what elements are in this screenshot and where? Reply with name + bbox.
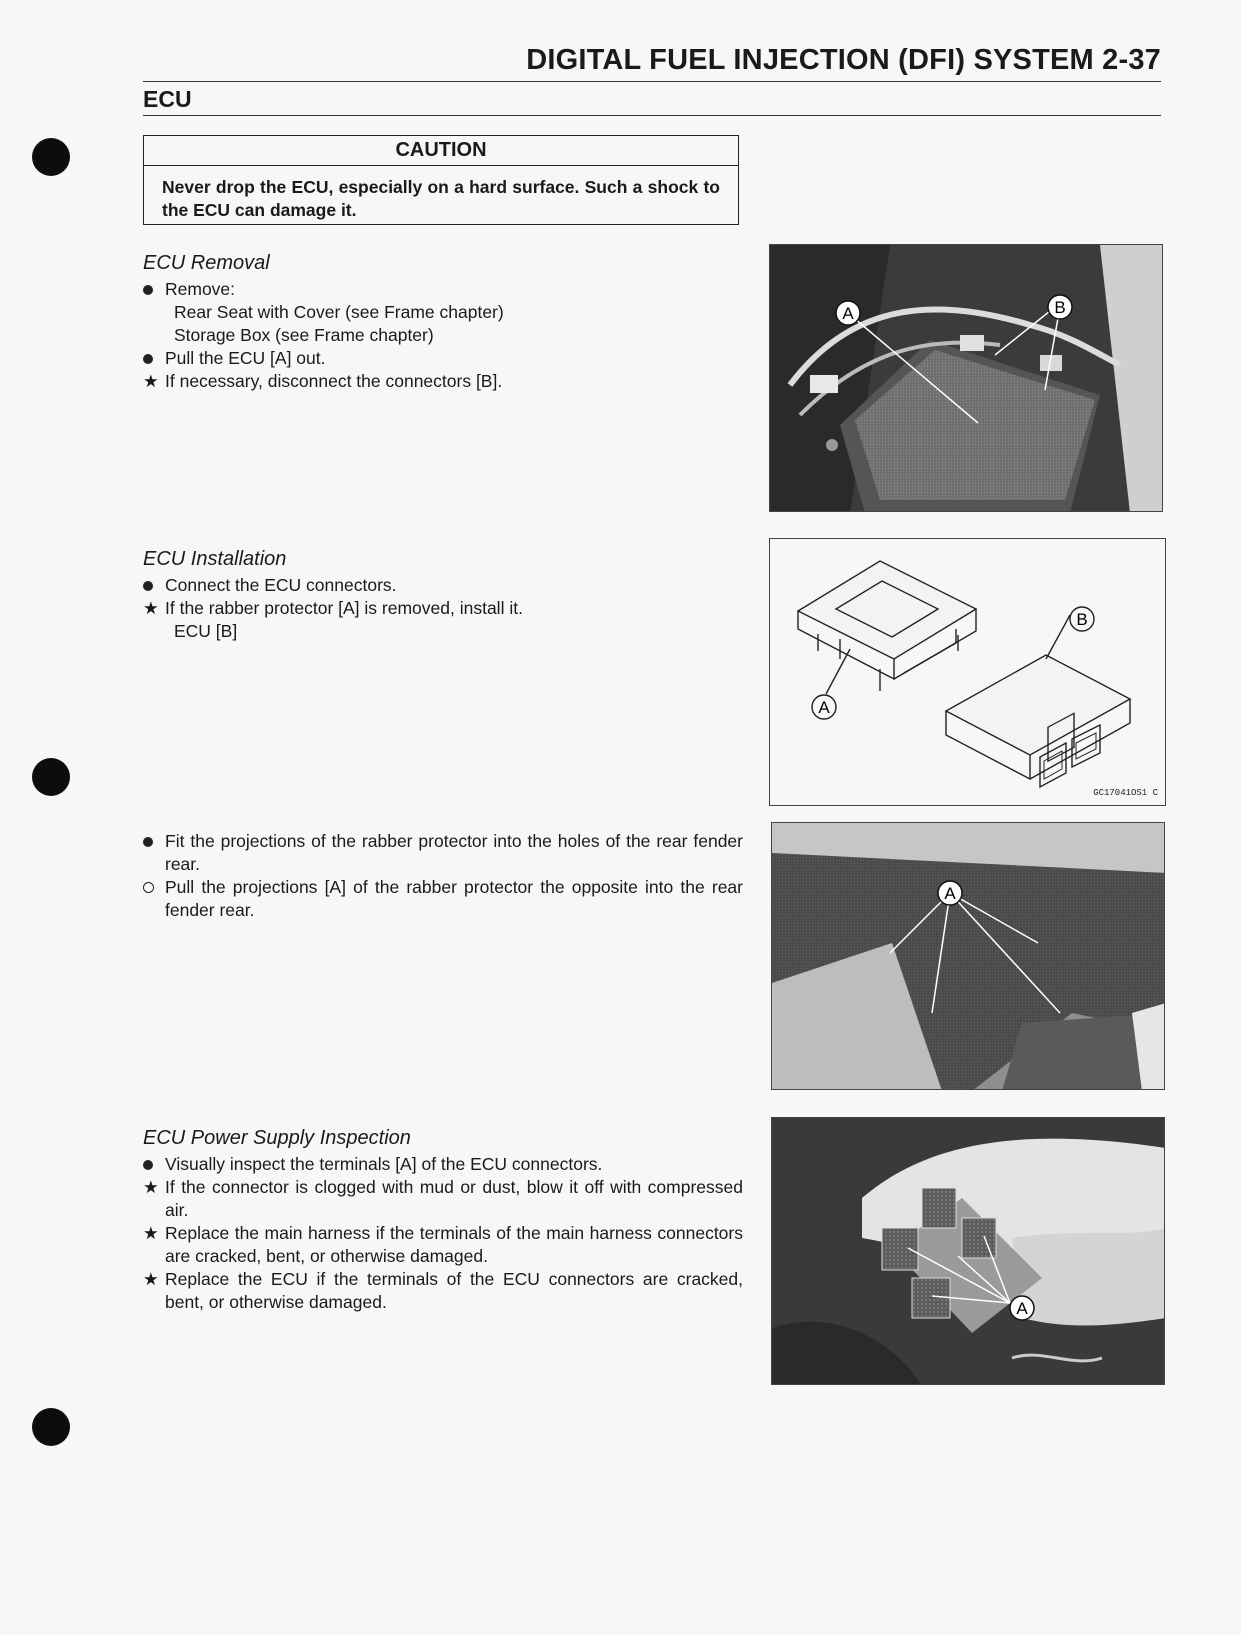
list-item: [143, 1153, 743, 1176]
list-subitem: [143, 301, 743, 324]
list-item: [143, 1222, 743, 1268]
filled-dot-icon: [143, 830, 163, 853]
power-supply-title: ECU Power Supply Inspection: [143, 1127, 411, 1149]
caution-box: [143, 135, 739, 225]
list-item-text: Rear Seat with Cover (see Frame chapter): [174, 302, 504, 322]
list-item: [143, 347, 743, 370]
protector-fitting-steps: [143, 830, 743, 922]
list-item-text: If the rabber protector [A] is removed, install it.: [165, 598, 523, 618]
list-item-text: Replace the ECU if the terminals of the ECU connectors are cracked, bent, or otherwise damaged.: [165, 1269, 743, 1312]
binder-hole-icon: [32, 758, 70, 796]
power-supply-steps: [143, 1153, 743, 1314]
list-item-text: Connect the ECU connectors.: [165, 575, 397, 595]
ecu-removal-steps: [143, 278, 743, 393]
list-item: [143, 370, 743, 393]
list-item: [143, 1268, 743, 1314]
list-item-text: Remove:: [165, 279, 236, 299]
binder-hole-icon: [32, 1408, 70, 1446]
list-item-text: Pull the projections [A] of the rabber protector the opposite into the rear fender rear.: [165, 877, 743, 920]
list-subitem: [143, 620, 743, 643]
list-item: [143, 574, 743, 597]
list-item-text: Storage Box (see Frame chapter): [174, 325, 434, 345]
section-rule: [143, 115, 1161, 116]
list-item-text: If the connector is clogged with mud or dust, blow it off with compressed air.: [165, 1177, 743, 1220]
binder-hole-icon: [32, 138, 70, 176]
ecu-connector-photo: [771, 1117, 1165, 1385]
star-icon: ★: [143, 1269, 159, 1289]
list-item: [143, 876, 743, 922]
ecu-installation-title: ECU Installation: [143, 548, 287, 570]
ecu-removal-title: ECU Removal: [143, 252, 270, 274]
callout-label: B: [1076, 610, 1088, 629]
ecu-protector-diagram: [769, 538, 1166, 806]
filled-dot-icon: [143, 574, 163, 597]
list-item: [143, 1176, 743, 1222]
callout-label: A: [842, 304, 854, 323]
ecu-installation-section: [143, 546, 743, 643]
ecu-removal-photo: [769, 244, 1163, 512]
list-item-text: ECU [B]: [174, 621, 238, 641]
ecu-removal-section: [143, 250, 743, 393]
caution-text: Never drop the ECU, especially on a hard surface. Such a shock to the ECU can damage it.: [162, 177, 720, 220]
section-heading: ECU: [143, 86, 192, 112]
list-item-text: Visually inspect the terminals [A] of the ECU connectors.: [165, 1154, 603, 1174]
page-title: DIGITAL FUEL INJECTION (DFI) SYSTEM 2-37: [526, 44, 1161, 76]
filled-dot-icon: [143, 278, 163, 301]
figure-code: GC17041OS1 C: [1093, 788, 1158, 798]
power-supply-section: [143, 1125, 743, 1314]
callout-label: A: [1016, 1299, 1028, 1318]
callout-label: A: [944, 884, 956, 903]
header-rule: [143, 81, 1161, 82]
callout-label: B: [1054, 298, 1066, 317]
list-subitem: [143, 324, 743, 347]
rear-fender-photo: [771, 822, 1165, 1090]
list-item: [143, 278, 743, 301]
protector-fitting-section: [143, 830, 743, 922]
list-item: [143, 597, 743, 620]
ecu-installation-steps: [143, 574, 743, 643]
filled-dot-icon: [143, 1153, 163, 1176]
filled-dot-icon: [143, 347, 163, 370]
list-item-text: Pull the ECU [A] out.: [165, 348, 326, 368]
star-icon: ★: [143, 1223, 159, 1243]
list-item-text: Replace the main harness if the terminals of the main harness connectors are cracked, bent, or otherwise damaged.: [165, 1223, 743, 1266]
caution-title: CAUTION: [144, 136, 738, 166]
list-item-text: Fit the projections of the rabber protector into the holes of the rear fender rear.: [165, 831, 743, 874]
list-item: [143, 830, 743, 876]
list-item-text: If necessary, disconnect the connectors [B].: [165, 371, 503, 391]
star-icon: ★: [143, 598, 159, 618]
callout-label: A: [818, 698, 830, 717]
open-circle-icon: [143, 876, 163, 899]
star-icon: ★: [143, 1177, 159, 1197]
star-icon: ★: [143, 371, 159, 391]
